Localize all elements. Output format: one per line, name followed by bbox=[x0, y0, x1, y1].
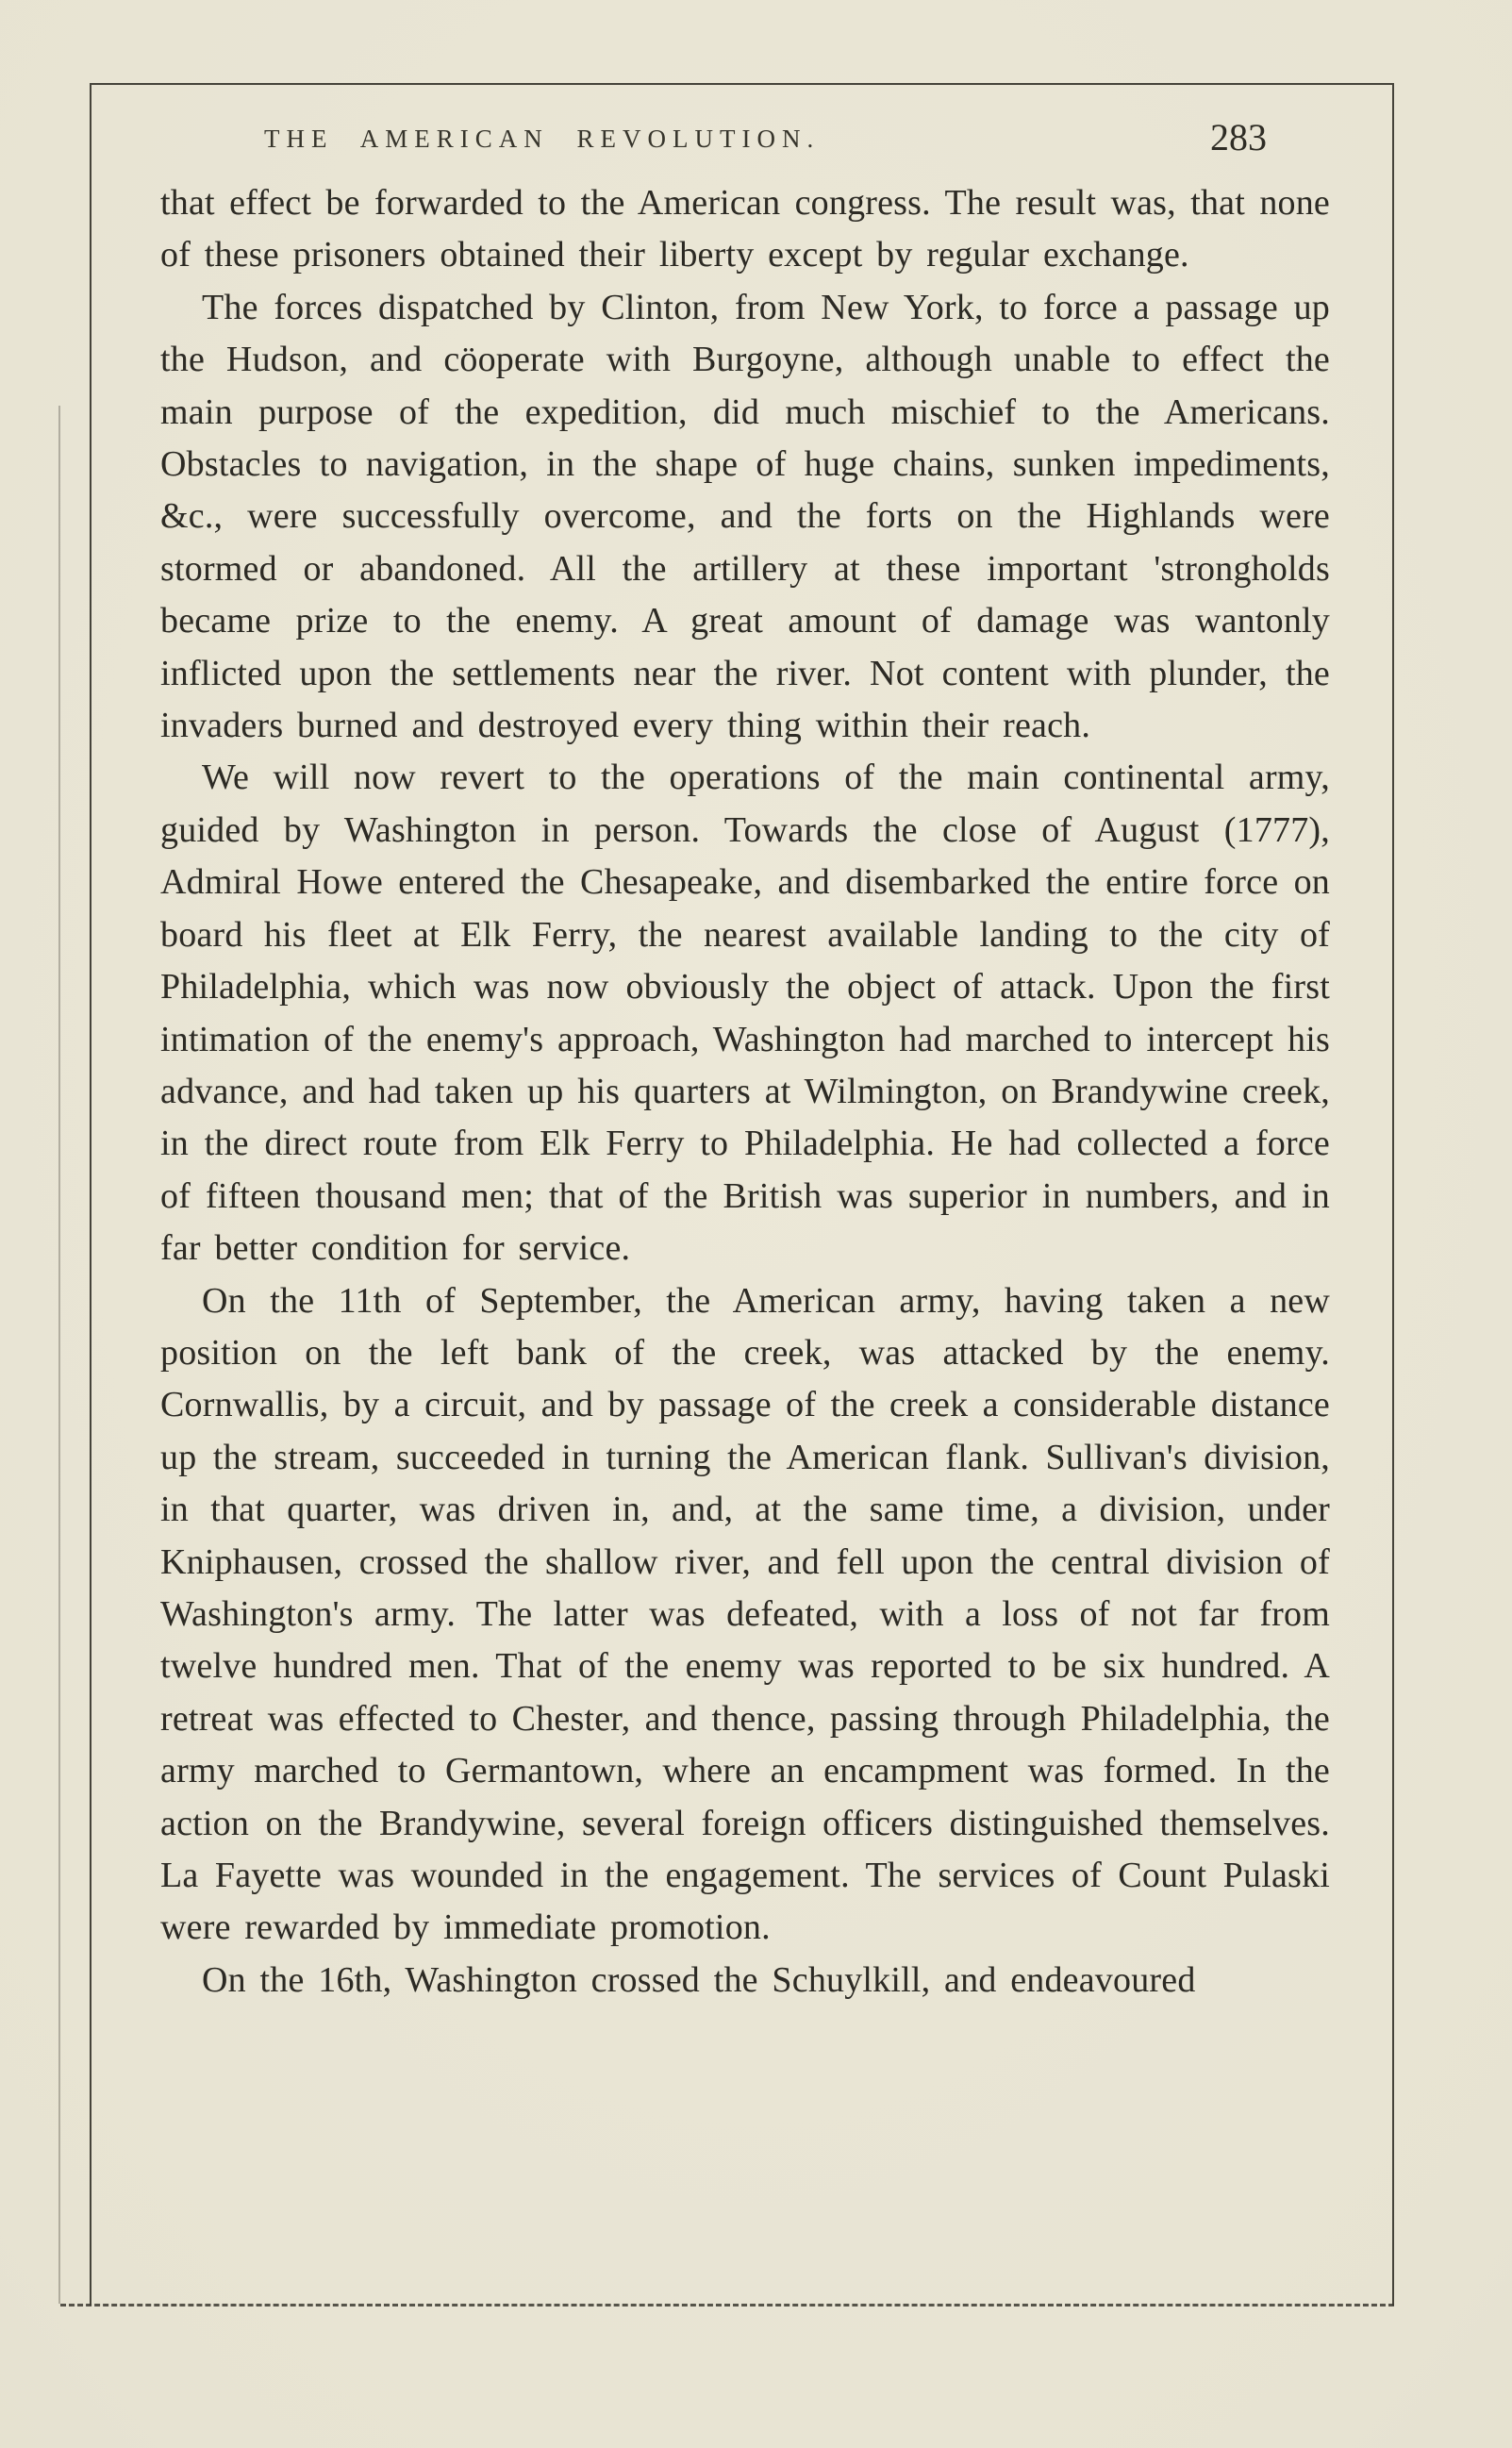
running-header-title: THE AMERICAN REVOLUTION. bbox=[264, 125, 821, 153]
page-edge-line bbox=[58, 406, 60, 2304]
bottom-dashed-rule bbox=[60, 2304, 1394, 2306]
running-header bbox=[90, 115, 1394, 162]
paragraph: On the 11th of September, the American army, having taken a new position on the left bank of the creek, was attacked by the enemy. Cornwallis, by a circuit, and by passage of the creek a considerable distance up the stream, succeeded in turning the American flank. Sullivan's division, in that quarter, was driven in, and, at the same time, a division, under Kniphausen, crossed the shallow river, and fell upon the central division of Washington's army. The latter was defeated, with a loss of not far from twelve hundred men. That of the enemy was reported to be six hundred. A retreat was effected to Chester, and thence, passing through Philadelphia, the army marched to Germantown, where an encampment was formed. In the action on the Brandywine, several foreign officers distinguished themselves. La Fayette was wounded in the engagement. The services of Count Pulaski were rewarded by immediate promotion. bbox=[160, 1280, 1330, 1948]
paragraph: On the 16th, Washington crossed the Schuylkill, and endeavoured bbox=[202, 1959, 1196, 2000]
body-text bbox=[160, 177, 1330, 2007]
paragraph: that effect be forwarded to the American congress. The result was, that none of these prisoners obtained their liberty except by regular exchange. bbox=[160, 183, 1330, 275]
paragraph: The forces dispatched by Clinton, from New York, to force a passage up the Hudson, and cöoperate with Burgoyne, although unable to effect the main purpose of the expedition, did much mischief to the Americans. Obstacles to navigation, in the shape of huge chains, sunken impediments, &c., were successfully overcome, and the forts on the Highlands were stormed or abandoned. All the artillery at these important 'strongholds became prize to the enemy. A great amount of damage was wantonly inflicted upon the settlements near the river. Not content with plunder, the invaders burned and destroyed every thing within their reach. bbox=[160, 287, 1330, 746]
page-number: 283 bbox=[1210, 116, 1267, 158]
paragraph: We will now revert to the operations of the main continental army, guided by Washington in person. Towards the close of August (1777), Admiral Howe entered the Chesapeake, and disembarked the entire force on board his fleet at Elk Ferry, the nearest available landing to the city of Philadelphia, which was now obviously the object of attack. Upon the first intimation of the enemy's approach, Washington had marched to intercept his advance, and had taken up his quarters at Wilmington, on Brandywine creek, in the direct route from Elk Ferry to Philadelphia. He had collected a force of fifteen thousand men; that of the British was superior in numbers, and in far better condition for service. bbox=[160, 758, 1330, 1269]
